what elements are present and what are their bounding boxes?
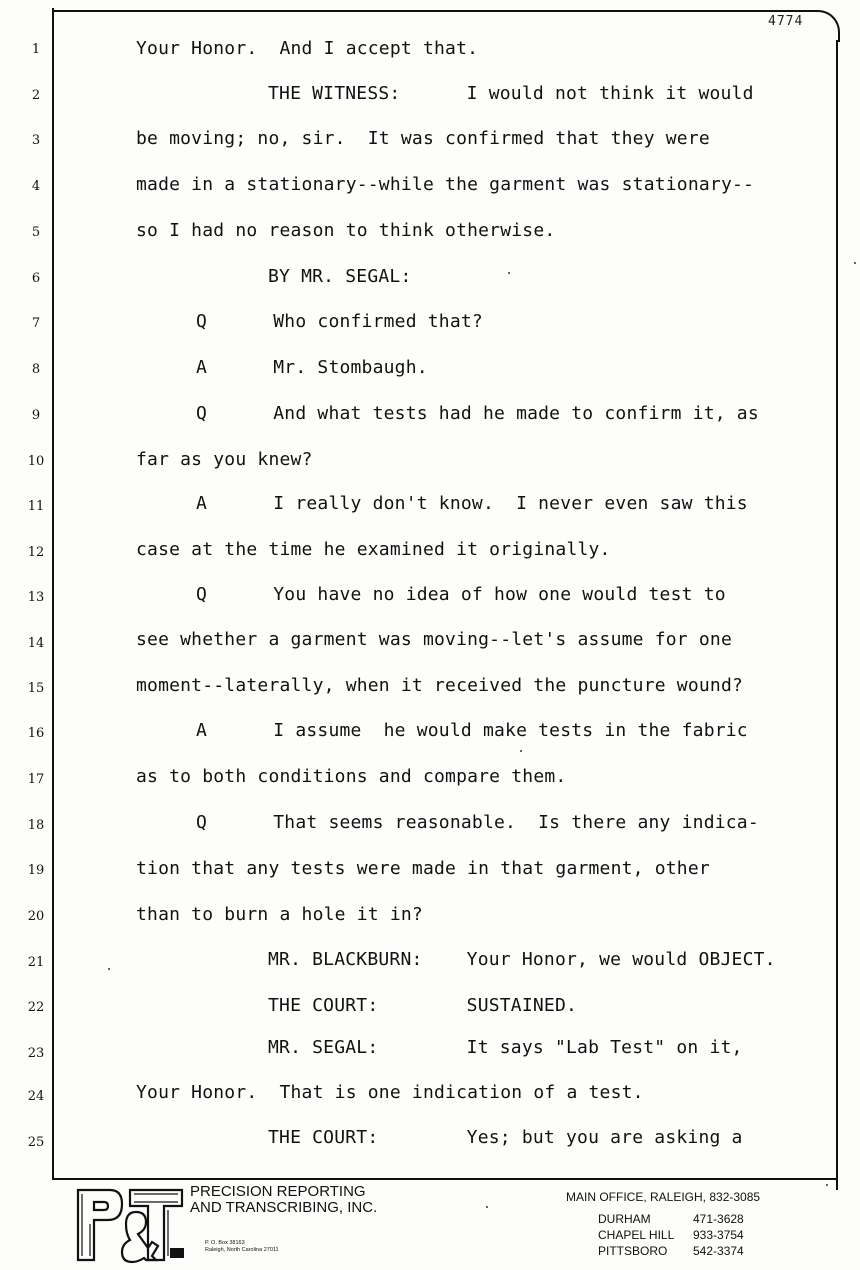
line-number: 14 [27, 636, 45, 651]
top-margin-rule [52, 10, 812, 12]
po-box: P. O. Box 38163 [205, 1240, 245, 1246]
bottom-margin-rule [52, 1178, 838, 1180]
transcript-line: MR. SEGAL: It says "Lab Test" on it, [268, 1037, 743, 1058]
line-number: 1 [31, 42, 41, 57]
transcript-line: MR. BLACKBURN: Your Honor, we would OBJECT. [268, 949, 776, 970]
line-number: 19 [27, 863, 45, 878]
line-number: 3 [31, 133, 41, 148]
pt-logo-icon [74, 1184, 186, 1264]
right-margin-rule [836, 40, 838, 1190]
company-name-line1: PRECISION REPORTING [190, 1183, 366, 1200]
transcript-line: far as you knew? [136, 449, 313, 470]
branch-phone: 471-3628 [693, 1212, 744, 1226]
transcript-line: Q You have no idea of how one would test to [196, 584, 726, 605]
page-corner [812, 10, 840, 42]
company-city: Raleigh, North Carolina 27011 [205, 1247, 279, 1253]
transcript-line: be moving; no, sir. It was confirmed that they were [136, 128, 710, 149]
line-number: 7 [31, 316, 41, 331]
speck [826, 1184, 828, 1186]
transcript-line: Your Honor. And I accept that. [136, 38, 479, 59]
line-number: 18 [27, 818, 45, 833]
line-number: 21 [27, 955, 45, 970]
main-office: MAIN OFFICE, RALEIGH, 832-3085 [566, 1190, 761, 1204]
transcript-line: Q And what tests had he made to confirm it, as [196, 403, 759, 424]
transcript-line: made in a stationary--while the garment was stationary-- [136, 174, 755, 195]
transcript-line: see whether a garment was moving--let's assume for one [136, 629, 732, 650]
line-number: 25 [27, 1135, 45, 1150]
line-number: 13 [27, 590, 45, 605]
transcript-line: THE COURT: Yes; but you are asking a [268, 1127, 743, 1148]
company-name-line2: AND TRANSCRIBING, INC. [190, 1199, 378, 1216]
line-number: 11 [27, 499, 45, 514]
branch-phone: 542-3374 [693, 1244, 744, 1258]
transcript-line: tion that any tests were made in that garment, other [136, 858, 710, 879]
transcript-line: case at the time he examined it originally. [136, 539, 611, 560]
line-number: 22 [27, 1000, 45, 1015]
speck [108, 968, 110, 970]
transcript-line: A I really don't know. I never even saw this [196, 493, 748, 514]
line-number: 20 [27, 909, 45, 924]
transcript-line: THE WITNESS: I would not think it would [268, 83, 754, 104]
company-address [205, 1240, 279, 1254]
line-number: 9 [31, 408, 41, 423]
transcript-line: Q That seems reasonable. Is there any indica- [196, 812, 759, 833]
transcript-line: THE COURT: SUSTAINED. [268, 995, 578, 1016]
line-number: 10 [27, 454, 45, 469]
branch-name: PITTSBORO [598, 1244, 668, 1258]
line-number: 16 [27, 726, 45, 741]
branch-phone: 933-3754 [693, 1228, 744, 1242]
branch-name: CHAPEL HILL [598, 1228, 675, 1242]
line-number: 23 [27, 1046, 45, 1061]
line-number: 24 [27, 1089, 45, 1104]
line-number: 17 [27, 772, 45, 787]
line-number: 5 [31, 225, 41, 240]
line-number: 6 [31, 271, 41, 286]
page-number-stamp: 4774 [768, 14, 804, 29]
line-number: 8 [31, 362, 41, 377]
transcript-line: so I had no reason to think otherwise. [136, 220, 556, 241]
transcript-line: BY MR. SEGAL: [268, 266, 412, 287]
transcript-line: Your Honor. That is one indication of a test. [136, 1082, 644, 1103]
speck [854, 262, 856, 264]
transcript-line: A I assume he would make tests in the fabric [196, 720, 748, 741]
company-name [190, 1184, 377, 1216]
line-number: 4 [31, 179, 41, 194]
transcript-line: moment--laterally, when it received the puncture wound? [136, 675, 744, 696]
transcript-line: Q Who confirmed that? [196, 311, 483, 332]
line-number: 2 [31, 88, 41, 103]
transcript-line: A Mr. Stombaugh. [196, 357, 428, 378]
speck [520, 750, 522, 752]
line-number: 12 [27, 545, 45, 560]
transcript-line: than to burn a hole it in? [136, 904, 423, 925]
transcript-line: as to both conditions and compare them. [136, 766, 567, 787]
speck [508, 272, 510, 274]
branch-name: DURHAM [598, 1212, 651, 1226]
line-number: 15 [27, 681, 45, 696]
speck [486, 1206, 488, 1208]
